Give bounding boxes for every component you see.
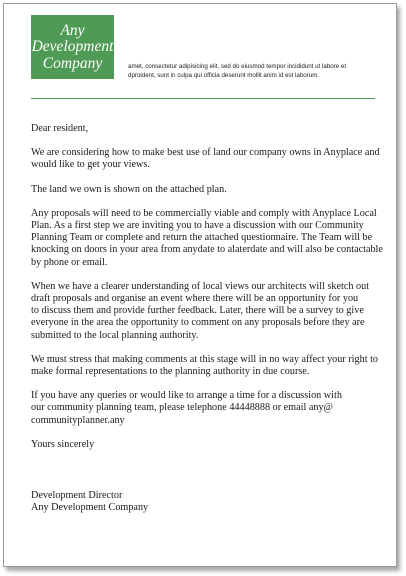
closing: Yours sincerely: [31, 438, 95, 450]
paragraph-intro: We are considering how to make best use of land our company owns in Anyplace and would like to get your views.: [31, 147, 380, 171]
signature-company: Any Development Company: [31, 502, 149, 514]
salutation: Dear resident,: [31, 123, 89, 134]
header-tagline: [128, 62, 378, 80]
signature-block: [31, 490, 148, 514]
logo-line-2: Development: [31, 38, 114, 56]
paragraph-rights: We must stress that making comments at this stage will in no way affect your right to make formal representations to the planning authority in due course.: [31, 353, 379, 378]
letter-body: [31, 123, 383, 451]
paragraph-proposals: Any proposals will need to be commercially viable and comply with Anyplace Local Plan. As a first step we are inviting you to have a discussion with our Community Planning Team or complete and return the attached questionnaire. The Team will be knocking on doors in your area from anydate to alaterdate and will also be contactable by phone or email.: [31, 207, 383, 268]
signature-title: Development Director: [31, 490, 123, 501]
letter-page: [3, 3, 397, 567]
company-logo: [31, 15, 114, 79]
paragraph-contact: If you have any queries or would like to arrange a time for a discussion with our community planning team, please telephone 44448888 or email any@ communityplanner.any: [31, 390, 342, 426]
logo-line-3: Company: [42, 54, 103, 72]
tagline-line-1: amet, consectetur adipisicing elit, sed do eiusmod tempor incididunt ut labore et: [128, 63, 347, 70]
paragraph-views: When we have a clearer understanding of local views our architects will sketch out draft proposals and organise an event where there will be an opportunity for you to discuss them and provide further feedback. Later, there will be a survey to give everyone in the area the opportunity to comment on any proposals before they are submitted to the local planning authority.: [31, 280, 370, 341]
header-divider: [31, 98, 375, 99]
logo-line-1: Any: [60, 21, 85, 39]
paragraph-land: The land we own is shown on the attached plan.: [31, 183, 227, 195]
tagline-line-2: dproident, sunt in culpa qui officia deserunt mollit anim id est laborum.: [128, 72, 320, 79]
